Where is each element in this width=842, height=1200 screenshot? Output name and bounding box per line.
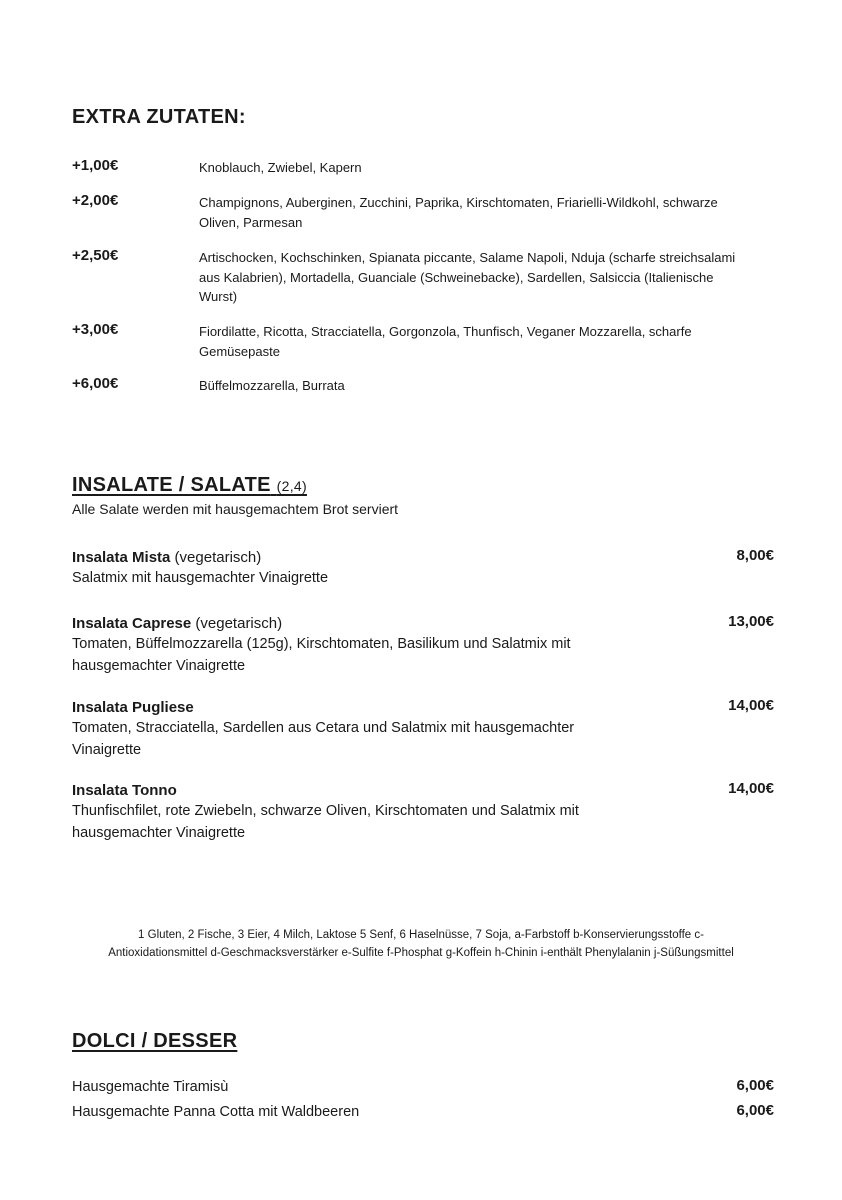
extra-price: +1,00€ (72, 157, 119, 174)
salads-heading (72, 474, 307, 497)
extra-items: Büffelmozzarella, Burrata (199, 378, 345, 393)
dessert-name: Hausgemachte Panna Cotta mit Waldbeeren (72, 1104, 360, 1120)
salad-description: Tomaten, Büffelmozzarella (125g), Kirschtomaten, Basilikum und Salatmix mit hausgemachter Vinaigrette (72, 636, 571, 674)
extras-heading: EXTRA ZUTATEN: (72, 106, 246, 128)
salads-allergen-codes: (2,4) (276, 478, 307, 494)
dessert-item (72, 1104, 774, 1120)
salad-title (72, 697, 774, 718)
salad-tag: (vegetarisch) (174, 549, 262, 566)
salads-subtitle: Alle Salate werden mit hausgemachtem Brot serviert (72, 501, 399, 517)
salad-tag: (vegetarisch) (195, 615, 283, 632)
salad-price: 8,00€ (736, 547, 774, 564)
extra-items: Artischocken, Kochschinken, Spianata piccante, Salame Napoli, Nduja (scharfe streichsalami aus Kalabrien), Mortadella, Guanciale (Schweinebacke), Sardellen, Salsiccia (Italienische Wurst) (199, 250, 736, 304)
extra-items: Fiordilatte, Ricotta, Stracciatella, Gorgonzola, Thunfisch, Veganer Mozzarella, scharfe Gemüsepaste (199, 324, 692, 359)
salad-item (72, 697, 774, 761)
salads-heading-text: INSALATE / SALATE (72, 474, 271, 496)
salad-description: Tomaten, Stracciatella, Sardellen aus Cetara und Salatmix mit hausgemachter Vinaigrette (72, 720, 575, 758)
extra-price: +2,00€ (72, 192, 119, 209)
dessert-item (72, 1079, 774, 1095)
extra-price: +6,00€ (72, 375, 119, 392)
allergen-legend: 1 Gluten, 2 Fische, 3 Eier, 4 Milch, Laktose 5 Senf, 6 Haselnüsse, 7 Soja, a-Farbstoff b-Konservierungsstoffe c-Antioxidationsmittel d-Geschmacksverstärker e-Sulfite f-Phosphat g-Koffein h-Chinin i-enthält Phenylalanin j-Süßungsmittel (108, 929, 734, 959)
extra-items: Champignons, Auberginen, Zucchini, Paprika, Kirschtomaten, Friarielli-Wildkohl, schwarze Oliven, Parmesan (199, 195, 718, 230)
extra-items: Knoblauch, Zwiebel, Kapern (199, 160, 362, 175)
dessert-price: 6,00€ (736, 1077, 774, 1094)
salad-name: Insalata Mista (72, 549, 171, 566)
salad-item (72, 547, 774, 590)
desserts-heading: DOLCI / DESSER (72, 1030, 238, 1052)
salad-description: Salatmix mit hausgemachter Vinaigrette (72, 570, 329, 586)
salad-price: 14,00€ (728, 780, 774, 797)
salad-title (72, 780, 774, 801)
salad-description: Thunfischfilet, rote Zwiebeln, schwarze Oliven, Kirschtomaten und Salatmix mit hausgemachter Vinaigrette (72, 803, 579, 841)
salad-item (72, 780, 774, 844)
dessert-price: 6,00€ (736, 1102, 774, 1119)
salad-name: Insalata Pugliese (72, 699, 194, 716)
salad-title (72, 613, 774, 634)
salad-item (72, 613, 774, 677)
salad-title (72, 547, 774, 568)
salad-price: 14,00€ (728, 697, 774, 714)
salad-name: Insalata Tonno (72, 782, 177, 799)
extra-price: +3,00€ (72, 321, 119, 338)
salad-name: Insalata Caprese (72, 615, 192, 632)
extra-price: +2,50€ (72, 247, 119, 264)
dessert-name: Hausgemachte Tiramisù (72, 1079, 229, 1095)
salad-price: 13,00€ (728, 613, 774, 630)
